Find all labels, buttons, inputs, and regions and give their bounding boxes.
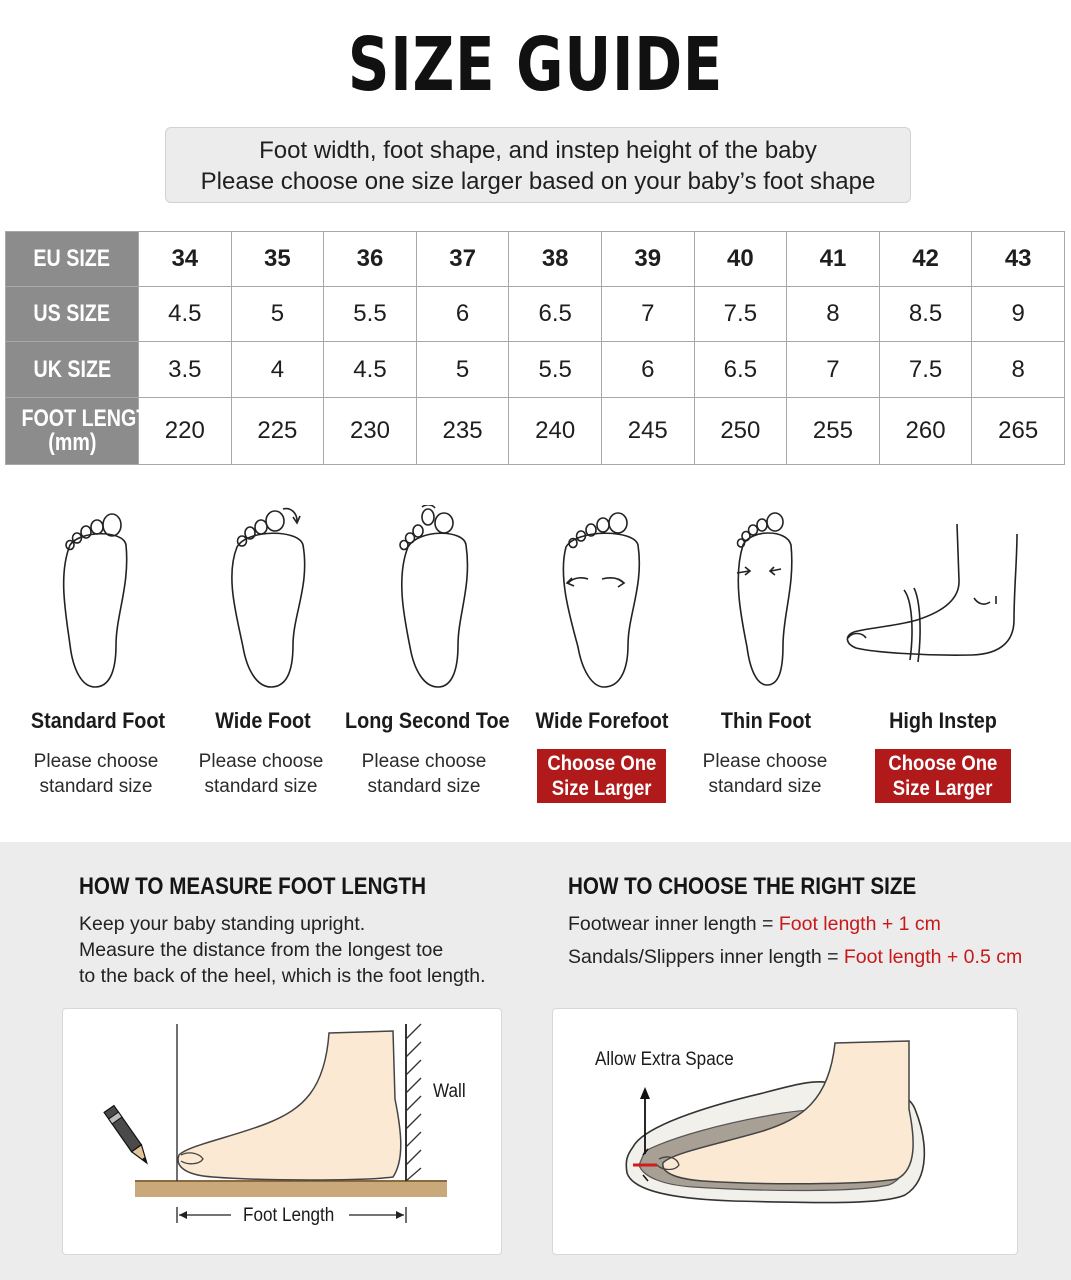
foot-type-name: Wide Foot	[215, 708, 311, 733]
table-row	[6, 342, 1065, 397]
measure-illustration-card	[62, 1008, 502, 1255]
row-header: UK SIZE	[6, 342, 139, 397]
sandals-rule-value: Foot length + 0.5 cm	[843, 946, 1023, 968]
table-cell: 7	[601, 287, 694, 342]
table-cell: 4	[231, 342, 324, 397]
foot-type-note: Please choose standard size	[702, 751, 828, 797]
table-cell: 41	[787, 232, 880, 287]
table-cell: 6	[601, 342, 694, 397]
table-cell: 8	[972, 342, 1065, 397]
sandals-rule: Sandals/Slippers inner length = Foot length + 0.5 cm	[568, 946, 1023, 968]
table-cell: 36	[324, 232, 417, 287]
table-cell: 5.5	[509, 342, 602, 397]
table-cell: 4.5	[324, 342, 417, 397]
row-header: FOOT LENGTH (mm)	[6, 397, 139, 464]
foot-type-name: Standard Foot	[30, 708, 166, 733]
table-cell: 235	[416, 397, 509, 464]
table-cell: 6.5	[509, 287, 602, 342]
table-row	[6, 287, 1065, 342]
table-cell: 39	[601, 232, 694, 287]
thin-foot-icon	[715, 505, 825, 695]
size-up-badge: Choose One Size Larger	[537, 749, 666, 803]
notice-box	[165, 127, 911, 203]
table-cell: 5	[416, 342, 509, 397]
table-cell: 9	[972, 287, 1065, 342]
table-cell: 37	[416, 232, 509, 287]
footwear-rule: Footwear inner length = Foot length + 1 cm	[568, 913, 941, 935]
table-cell: 8	[787, 287, 880, 342]
choose-title: HOW TO CHOOSE THE RIGHT SIZE	[568, 873, 917, 900]
row-header: EU SIZE	[6, 232, 139, 287]
notice-line-1: Foot width, foot shape, and instep height of the baby	[259, 137, 817, 164]
table-cell: 7.5	[694, 287, 787, 342]
wide-forefoot-icon	[548, 505, 658, 695]
measure-line-2: Measure the distance from the longest toe	[79, 939, 444, 961]
size-up-badge: Choose One Size Larger	[875, 749, 1011, 803]
long-second-toe-icon	[380, 505, 490, 695]
table-cell: 43	[972, 232, 1065, 287]
table-cell: 3.5	[139, 342, 232, 397]
foot-type-note: Please choose standard size	[33, 751, 159, 797]
foot-length-label: Foot Length	[243, 1205, 335, 1226]
table-cell: 38	[509, 232, 602, 287]
footwear-rule-value: Foot length + 1 cm	[778, 913, 941, 935]
table-cell: 42	[879, 232, 972, 287]
table-cell: 6.5	[694, 342, 787, 397]
measure-line-3: to the back of the heel, which is the foot length.	[79, 965, 486, 987]
table-cell: 265	[972, 397, 1065, 464]
extra-space-label: Allow Extra Space	[595, 1049, 734, 1070]
wide-foot-icon	[215, 505, 325, 695]
foot-type-name: Long Second Toe	[345, 708, 510, 733]
foot-type-note: Please choose standard size	[361, 751, 487, 797]
table-cell: 34	[139, 232, 232, 287]
table-row	[6, 232, 1065, 287]
table-cell: 4.5	[139, 287, 232, 342]
foot-type-name: Thin Foot	[720, 708, 812, 733]
table-cell: 230	[324, 397, 417, 464]
table-cell: 240	[509, 397, 602, 464]
table-cell: 8.5	[879, 287, 972, 342]
table-cell: 7	[787, 342, 880, 397]
standard-foot-icon	[40, 505, 150, 695]
table-cell: 5	[231, 287, 324, 342]
table-cell: 245	[601, 397, 694, 464]
size-table	[5, 231, 1065, 465]
measure-line-1: Keep your baby standing upright.	[79, 913, 366, 935]
table-cell: 250	[694, 397, 787, 464]
table-cell: 5.5	[324, 287, 417, 342]
table-cell: 225	[231, 397, 324, 464]
shoe-fit-illustration	[553, 1009, 1019, 1256]
page-title: SIZE GUIDE	[347, 22, 724, 108]
table-cell: 220	[139, 397, 232, 464]
table-cell: 7.5	[879, 342, 972, 397]
table-cell: 6	[416, 287, 509, 342]
row-header: US SIZE	[6, 287, 139, 342]
choose-illustration-card	[552, 1008, 1018, 1255]
notice-line-2: Please choose one size larger based on your baby’s foot shape	[200, 168, 876, 195]
high-instep-icon	[842, 520, 1022, 670]
table-cell: 35	[231, 232, 324, 287]
table-cell: 255	[787, 397, 880, 464]
foot-type-name: High Instep	[889, 708, 997, 733]
wall-label: Wall	[433, 1081, 466, 1102]
table-cell: 40	[694, 232, 787, 287]
foot-type-note: Please choose standard size	[198, 751, 324, 797]
measure-title: HOW TO MEASURE FOOT LENGTH	[79, 873, 427, 900]
foot-type-name: Wide Forefoot	[535, 708, 669, 733]
table-cell: 260	[879, 397, 972, 464]
table-row	[6, 397, 1065, 464]
